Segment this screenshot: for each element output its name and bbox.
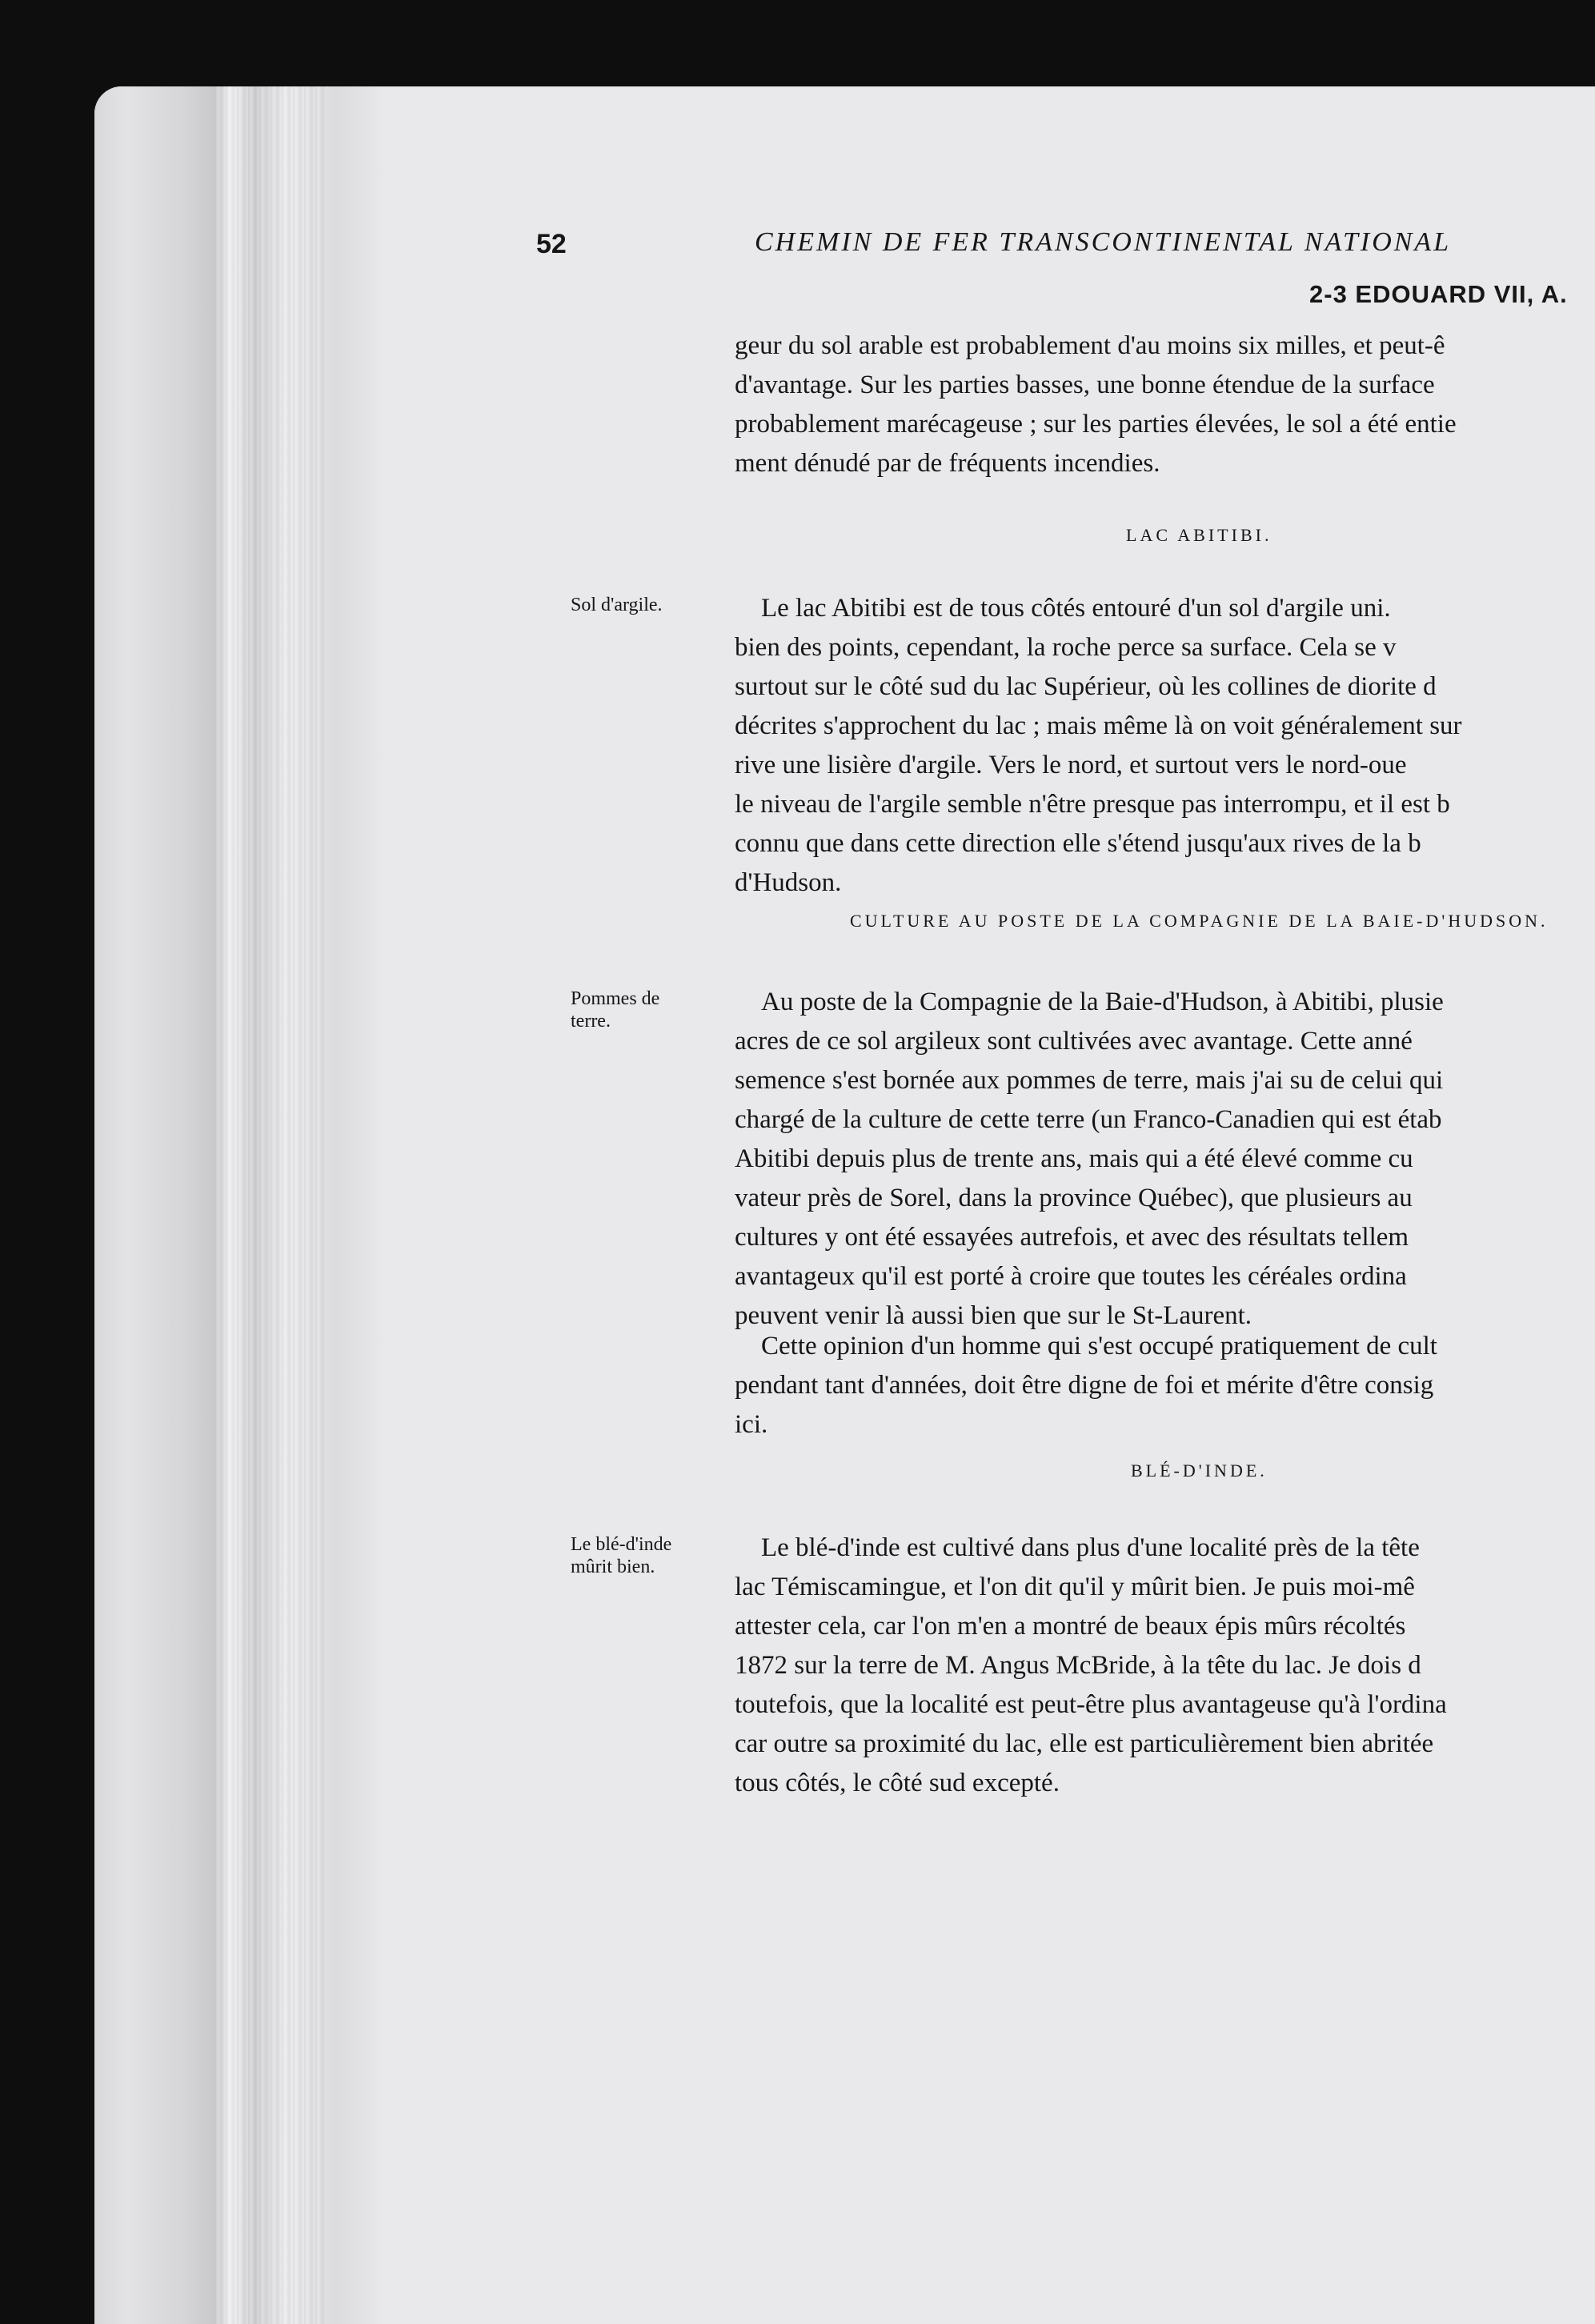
paragraph-line: Au poste de la Compagnie de la Baie-d'Hudson, à Abitibi, plusie bbox=[761, 988, 1444, 1016]
section-heading: CULTURE AU POSTE DE LA COMPAGNIE DE LA BAIE-D'HUDSON. bbox=[850, 911, 1549, 931]
intro-line: d'avantage. Sur les parties basses, une bonne étendue de la surface bbox=[735, 371, 1435, 399]
session-label: 2-3 EDOUARD VII, A. bbox=[1309, 280, 1568, 308]
paragraph-line: peuvent venir là aussi bien que sur le St-Laurent. bbox=[735, 1301, 1252, 1330]
page-content bbox=[94, 86, 1595, 2324]
section-heading: LAC ABITIBI. bbox=[1126, 525, 1272, 545]
paragraph-line: Le blé-d'inde est cultivé dans plus d'une localité près de la tête bbox=[761, 1533, 1420, 1562]
paragraph-line: connu que dans cette direction elle s'étend jusqu'aux rives de la b bbox=[735, 829, 1421, 858]
margin-note: Le blé-d'inde bbox=[571, 1534, 672, 1555]
paragraph-line: vateur près de Sorel, dans la province Québec), que plusieurs au bbox=[735, 1184, 1413, 1212]
paragraph-line: d'Hudson. bbox=[735, 868, 842, 897]
margin-note: terre. bbox=[571, 1011, 611, 1032]
paragraph-line: surtout sur le côté sud du lac Supérieur, où les collines de diorite d bbox=[735, 672, 1437, 701]
scanned-page bbox=[94, 86, 1595, 2324]
paragraph-line: attester cela, car l'on m'en a montré de beaux épis mûrs récoltés bbox=[735, 1612, 1406, 1641]
intro-line: probablement marécageuse ; sur les parties élevées, le sol a été entie bbox=[735, 410, 1457, 439]
paragraph-line: Cette opinion d'un homme qui s'est occupé pratiquement de cult bbox=[761, 1332, 1437, 1360]
paragraph-line: le niveau de l'argile semble n'être presque pas interrompu, et il est b bbox=[735, 790, 1450, 819]
paragraph-line: tous côtés, le côté sud excepté. bbox=[735, 1769, 1060, 1797]
paragraph-line: acres de ce sol argileux sont cultivées avec avantage. Cette anné bbox=[735, 1027, 1413, 1056]
paragraph-line: semence s'est bornée aux pommes de terre, mais j'ai su de celui qui bbox=[735, 1066, 1444, 1095]
intro-line: geur du sol arable est probablement d'au moins six milles, et peut-ê bbox=[735, 331, 1445, 360]
margin-note: Pommes de bbox=[571, 988, 660, 1009]
section-heading: BLÉ-D'INDE. bbox=[1131, 1461, 1268, 1481]
paragraph-line: lac Témiscamingue, et l'on dit qu'il y mûrit bien. Je puis moi-mê bbox=[735, 1573, 1415, 1601]
intro-line: ment dénudé par de fréquents incendies. bbox=[735, 449, 1160, 478]
page-number: 52 bbox=[536, 229, 567, 259]
paragraph-line: bien des points, cependant, la roche perce sa surface. Cela se v bbox=[735, 633, 1397, 662]
paragraph-line: rive une lisière d'argile. Vers le nord, et surtout vers le nord-oue bbox=[735, 751, 1407, 779]
paragraph-line: décrites s'approchent du lac ; mais même là on voit généralement sur bbox=[735, 711, 1462, 740]
running-title: CHEMIN DE FER TRANSCONTINENTAL NATIONAL bbox=[755, 227, 1452, 257]
paragraph-line: avantageux qu'il est porté à croire que toutes les céréales ordina bbox=[735, 1262, 1407, 1291]
paragraph-line: cultures y ont été essayées autrefois, et avec des résultats tellem bbox=[735, 1223, 1409, 1252]
margin-note: mûrit bien. bbox=[571, 1557, 655, 1577]
paragraph-line: Le lac Abitibi est de tous côtés entouré d'un sol d'argile uni. bbox=[761, 594, 1391, 623]
paragraph-line: toutefois, que la localité est peut-être plus avantageuse qu'à l'ordina bbox=[735, 1690, 1447, 1719]
paragraph-line: chargé de la culture de cette terre (un Franco-Canadien qui est étab bbox=[735, 1105, 1442, 1134]
margin-note: Sol d'argile. bbox=[571, 595, 663, 615]
paragraph-line: car outre sa proximité du lac, elle est particulièrement bien abritée bbox=[735, 1729, 1434, 1758]
paragraph-line: pendant tant d'années, doit être digne de foi et mérite d'être consig bbox=[735, 1371, 1434, 1400]
paragraph-line: 1872 sur la terre de M. Angus McBride, à la tête du lac. Je dois d bbox=[735, 1651, 1421, 1680]
paragraph-line: ici. bbox=[735, 1410, 768, 1439]
paragraph-line: Abitibi depuis plus de trente ans, mais qui a été élevé comme cu bbox=[735, 1144, 1413, 1173]
